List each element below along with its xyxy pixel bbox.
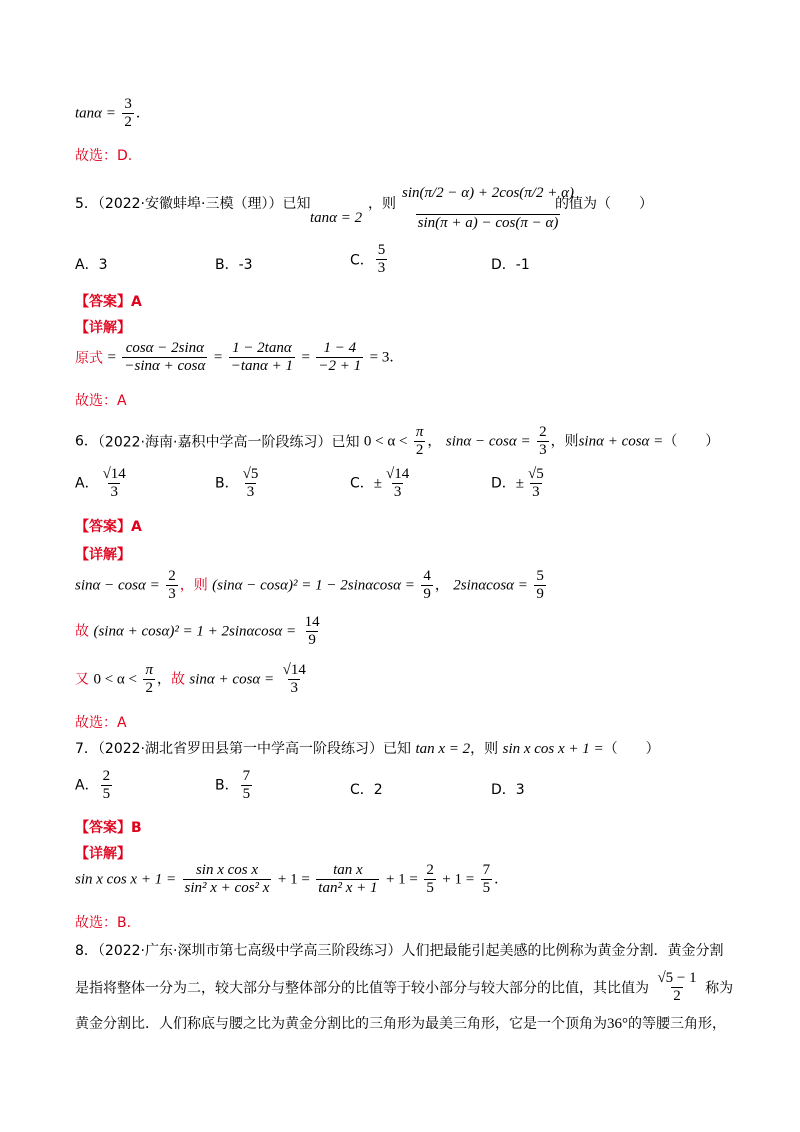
q5-option-d[interactable]: D．-1 <box>491 257 530 273</box>
q7-option-c[interactable]: C．2 <box>350 782 383 798</box>
q7-answer: 【答案】B <box>75 820 142 836</box>
q6-work-line1: sinα − cosα = $\frac{2}{3}$ ，则 (sinα − cosα)² = 1 − 2sinαcosα = $\frac{4}{9}$ ， 2sinαcosα = $\frac{5}{9}$ <box>75 568 544 602</box>
intro-final: 故选：D. <box>75 148 133 164</box>
q6-option-c[interactable]: C．± $\frac{√14}{3}$ <box>350 466 410 500</box>
q8-line1: 8．（2022·广东·深圳市第七高级中学高三阶段练习）人们把最能引起美感的比例称为黄金分割．黄金分割 <box>75 943 724 959</box>
q6-option-a[interactable]: A． $\frac{√14}{3}$ <box>75 466 126 500</box>
q8-line2: 是指将整体一分为二，较大部分与整体部分的比值等于较小部分与较大部分的比值，其比值为 $\frac{√5 - 1}{2}$ 称为 <box>75 970 734 1004</box>
q5-tail: 的值为（ ） <box>555 196 653 212</box>
q6-detail-tag: 【详解】 <box>75 547 131 563</box>
q5-stem: 5．（2022·安徽蚌埠·三模（理））已知 <box>75 196 311 212</box>
q5-detail-tag: 【详解】 <box>75 320 131 336</box>
q5-final: 故选：A <box>75 393 127 409</box>
q7-option-b[interactable]: B． $\frac{7}{5}$ <box>215 768 251 802</box>
q6-work-line3: 又 0 < α < $\frac{\pi}{2}$ ，故 sinα + cosα = $\frac{√14}{3}$ <box>75 662 306 696</box>
q5-option-a[interactable]: A．3 <box>75 257 108 273</box>
q5-given: tanα = 2 <box>310 210 363 226</box>
q5-option-b[interactable]: B．-3 <box>215 257 253 273</box>
q6-answer: 【答案】A <box>75 519 142 535</box>
q6-stem: 6．（2022·海南·嘉积中学高一阶段练习）已知 0 < α < $\frac{\pi}{2}$ ， sinα − cosα = $\frac{2}{3}$ ，则sinα + cosα =（ ） <box>75 424 720 458</box>
q5-expression: $\frac{\sin(\pi/2 - \alpha) + 2\cos(\pi/2 + \alpha)}{\sin(\pi + a) - \cos(\pi - \alpha)}$ <box>402 185 574 231</box>
q5-mid: ，则 <box>368 196 396 212</box>
q7-option-a[interactable]: A． $\frac{2}{5}$ <box>75 768 111 802</box>
intro-tan-result: tanα = $\frac{3}{2}$ ． <box>75 96 150 130</box>
q6-work-line2: 故 (sinα + cosα)² = 1 + 2sinαcosα = $\frac{14}{9}$ <box>75 614 320 648</box>
q7-final: 故选：B. <box>75 915 132 931</box>
q5-work: 原式 = $\frac{\cos\alpha - 2\sin\alpha}{-\sin\alpha + \cos\alpha}$ = $\frac{1 - 2\tan\alpha}{-\tan\alpha + 1}$ = $\frac{1 - 4}{-2 + 1}$ = 3． <box>75 340 404 374</box>
q7-detail-tag: 【详解】 <box>75 846 131 862</box>
q5-answer: 【答案】A <box>75 294 142 310</box>
q6-final: 故选：A <box>75 715 127 731</box>
math-text: tanα = <box>75 105 116 122</box>
q6-option-b[interactable]: B． $\frac{√5}{3}$ <box>215 466 259 500</box>
q7-option-d[interactable]: D．3 <box>491 782 525 798</box>
q7-stem: 7．（2022·湖北省罗田县第一中学高一阶段练习）已知 tan x = 2，则 sin x cos x + 1 =（ ） <box>75 741 660 757</box>
q5-option-c[interactable]: C． $\frac{5}{3}$ <box>350 242 386 276</box>
q8-line3: 黄金分割比．人们称底与腰之比为黄金分割比的三角形为最美三角形，它是一个顶角为36°的等腰三角形， <box>75 1016 726 1032</box>
q7-work: sin x cos x + 1 = $\frac{\text{sin x cos x}}{\text{sin² x + cos² x}}$ + 1 = $\frac{\text{tan x}}{\text{tan² x + 1}}$ + 1 = $\frac{2}{5}$ + 1 = $\frac{7}{5}$ ． <box>75 862 509 896</box>
q6-option-d[interactable]: D．± $\frac{√5}{3}$ <box>491 466 544 500</box>
